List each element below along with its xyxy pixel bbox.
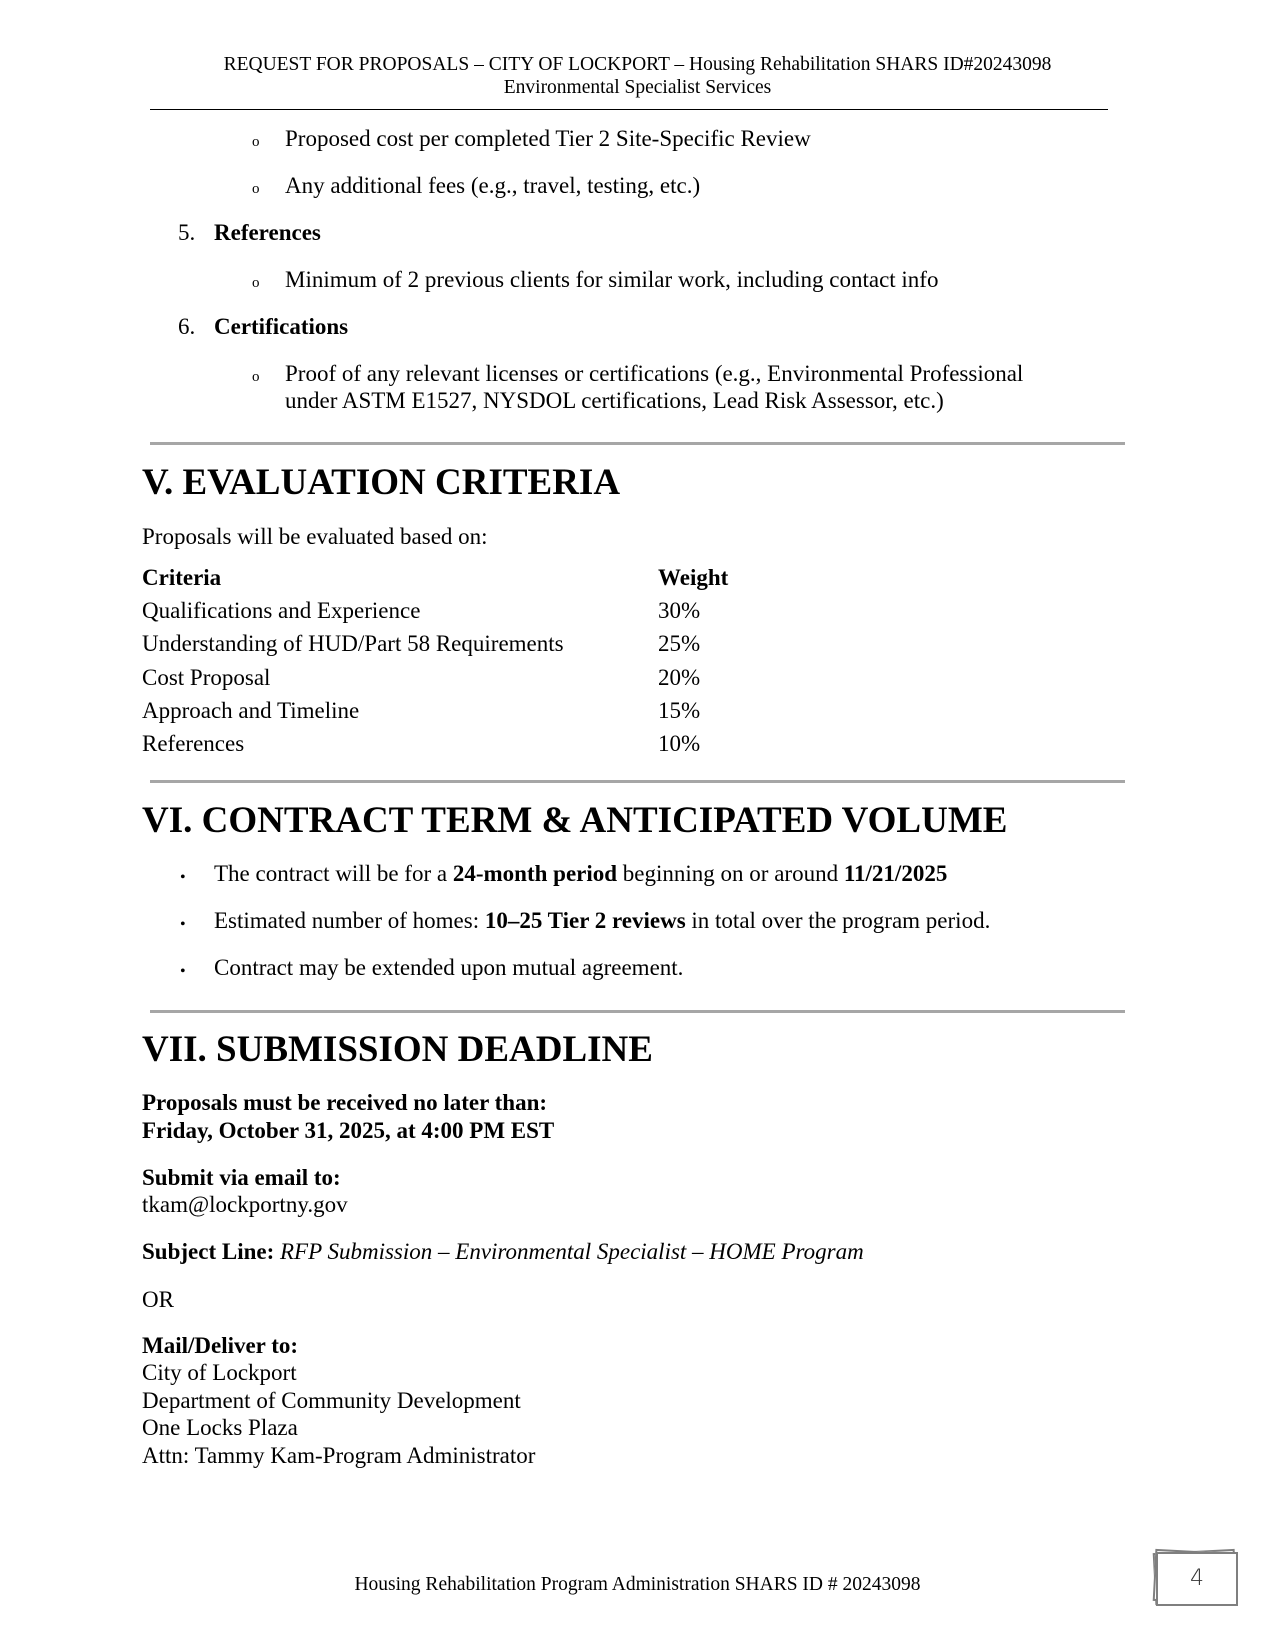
table-header-weight: Weight — [658, 565, 729, 590]
page-footer: Housing Rehabilitation Program Administration SHARS ID # 20243098 — [354, 1574, 921, 1595]
weight-cell: 30% — [658, 598, 701, 623]
cost-item: Proposed cost per completed Tier 2 Site-Specific Review — [285, 126, 811, 151]
bullet-icon: • — [180, 916, 186, 933]
subject-label: Subject Line: — [142, 1239, 275, 1264]
weight-cell: 15% — [658, 698, 701, 723]
header-divider — [150, 109, 1108, 110]
bullet-emphasis: 10–25 Tier 2 reviews — [484, 908, 686, 933]
list-subitem-line2: under ASTM E1527, NYSDOL certifications, Lead Risk Assessor, etc.) — [285, 388, 944, 413]
bullet-text: The contract will be for a — [214, 861, 453, 886]
section-intro: Proposals will be evaluated based on: — [142, 524, 488, 549]
criteria-cell: Understanding of HUD/Part 58 Requirements — [142, 631, 564, 656]
address-line: One Locks Plaza — [142, 1415, 298, 1440]
criteria-cell: Cost Proposal — [142, 665, 271, 690]
deadline-label: Proposals must be received no later than: — [142, 1090, 548, 1115]
bullet-emphasis-date: 11/21/2025 — [843, 861, 948, 886]
list-subitem: Minimum of 2 previous clients for similar work, including contact info — [285, 267, 939, 292]
hollow-bullet-icon: o — [252, 275, 260, 291]
address-line: Department of Community Development — [142, 1388, 521, 1413]
weight-cell: 10% — [658, 731, 701, 756]
address-line: City of Lockport — [142, 1360, 297, 1385]
or-separator: OR — [142, 1287, 174, 1312]
list-subitem-line1: Proof of any relevant licenses or certifications (e.g., Environmental Professional — [285, 361, 1024, 386]
section-title-evaluation: V. EVALUATION CRITERIA — [142, 462, 621, 503]
criteria-cell: Qualifications and Experience — [142, 598, 421, 623]
page-number-box — [1150, 1545, 1240, 1609]
address-line: Attn: Tammy Kam-Program Administrator — [142, 1443, 536, 1468]
header-subtitle: Environmental Specialist Services — [503, 77, 772, 98]
email-link[interactable]: tkam@lockportny.gov — [142, 1192, 348, 1217]
bullet-emphasis: 24-month period — [452, 861, 618, 886]
criteria-cell: References — [142, 731, 245, 756]
weight-cell: 25% — [658, 631, 701, 656]
hollow-bullet-icon: o — [252, 181, 260, 197]
table-header-criteria: Criteria — [142, 565, 222, 590]
list-heading-certifications: Certifications — [214, 314, 349, 339]
section-divider — [150, 780, 1125, 783]
deadline-value: Friday, October 31, 2025, at 4:00 PM EST — [142, 1118, 555, 1143]
cost-item: Any additional fees (e.g., travel, testing, etc.) — [285, 173, 701, 198]
contract-bullet — [214, 907, 990, 935]
mail-label: Mail/Deliver to: — [142, 1333, 299, 1358]
section-divider — [150, 442, 1125, 445]
list-number: 6. — [178, 314, 196, 339]
section-title-contract-term: VI. CONTRACT TERM & ANTICIPATED VOLUME — [142, 800, 1008, 841]
section-divider — [150, 1010, 1125, 1013]
subject-line — [142, 1238, 864, 1266]
contract-bullet — [214, 860, 947, 888]
bullet-text: in total over the program period. — [685, 908, 991, 933]
criteria-cell: Approach and Timeline — [142, 698, 360, 723]
list-number: 5. — [178, 220, 196, 245]
bullet-text: beginning on or around — [617, 861, 844, 886]
bullet-icon: • — [180, 869, 186, 886]
contract-bullet: Contract may be extended upon mutual agreement. — [214, 955, 684, 980]
section-title-submission: VII. SUBMISSION DEADLINE — [142, 1029, 653, 1070]
header-title: REQUEST FOR PROPOSALS – CITY OF LOCKPORT – Housing Rehabilitation SHARS ID#20243098 — [223, 54, 1052, 75]
page-number: 4 — [1190, 1566, 1204, 1591]
hollow-bullet-icon: o — [252, 134, 260, 150]
email-label: Submit via email to: — [142, 1165, 341, 1190]
list-heading-references: References — [214, 220, 321, 245]
bullet-icon: • — [180, 963, 186, 980]
hollow-bullet-icon: o — [252, 369, 260, 385]
bullet-text: Estimated number of homes: — [214, 908, 485, 933]
weight-cell: 20% — [658, 665, 701, 690]
page-header — [0, 53, 1275, 99]
subject-value: RFP Submission – Environmental Specialist – HOME Program — [280, 1239, 864, 1264]
